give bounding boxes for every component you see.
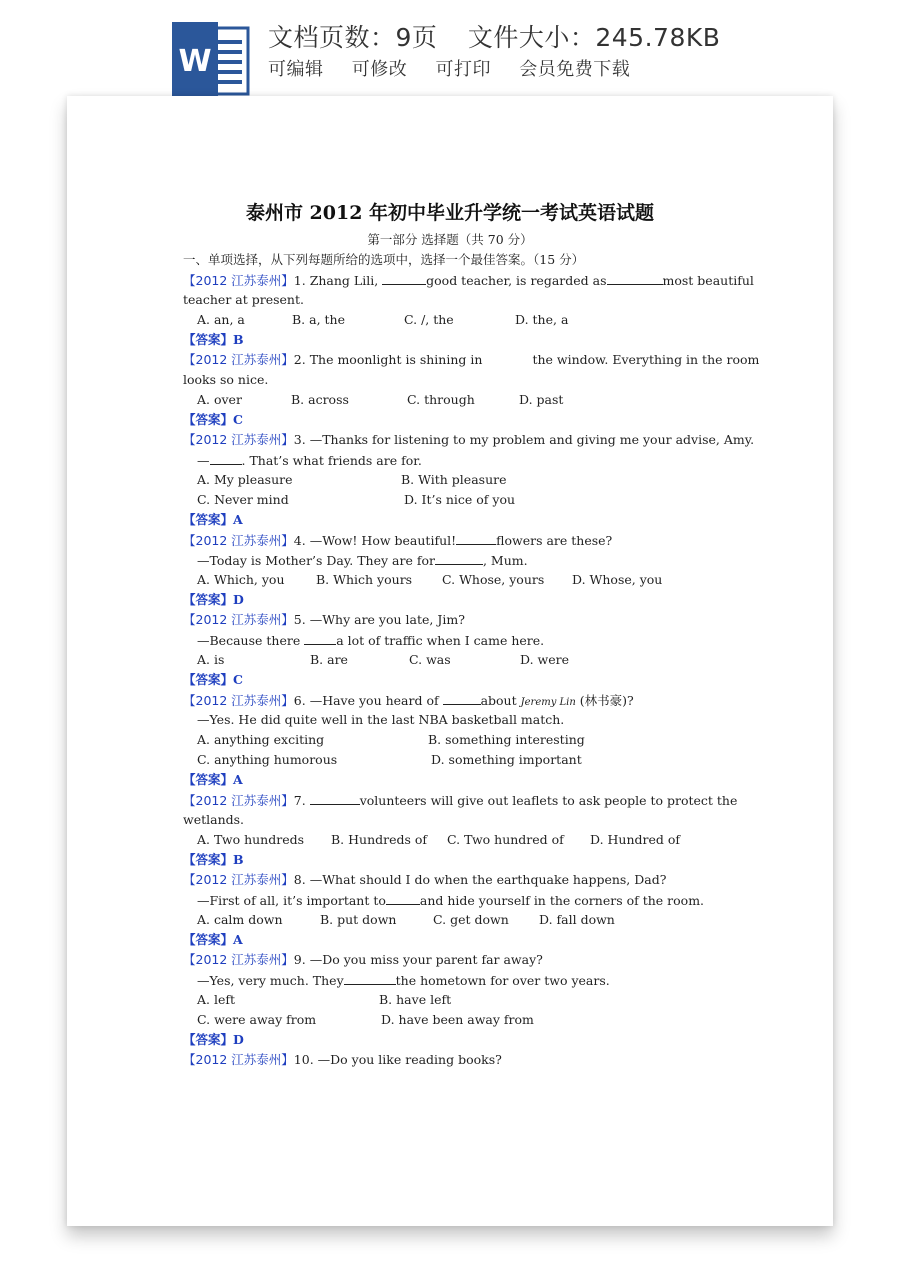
q1-option-c: C. /, the bbox=[404, 312, 454, 327]
q3-option-d: D. It’s nice of you bbox=[404, 492, 516, 507]
answer-tag: 【答案】 bbox=[183, 672, 234, 687]
answer-blank bbox=[456, 532, 496, 545]
q6-option-d: D. something important bbox=[431, 752, 582, 767]
answer-value: C bbox=[233, 672, 243, 687]
q9-option-c: C. were away from bbox=[197, 1012, 317, 1027]
answer-value: C bbox=[233, 412, 243, 427]
q1-text: good teacher, is regarded as bbox=[426, 273, 607, 288]
answer-tag: 【答案】 bbox=[183, 412, 234, 427]
feature-modifiable: 可修改 bbox=[351, 59, 408, 80]
source-tag: 【2012 江苏泰州】 bbox=[183, 352, 294, 367]
answer-tag: 【答案】 bbox=[183, 772, 234, 787]
question-5 bbox=[183, 612, 465, 628]
exam-title: 泰州市 2012 年初中毕业升学统一考试英语试题 bbox=[245, 202, 655, 224]
answer-value: B bbox=[233, 332, 244, 347]
q4-text: —Today is Mother’s Day. They are for bbox=[197, 553, 435, 568]
q7-option-d: D. Hundred of bbox=[590, 832, 681, 847]
question-4 bbox=[183, 532, 612, 549]
q6-text: 6. —Have you heard of bbox=[293, 693, 443, 708]
q2-text: 2. The moonlight is shining in bbox=[293, 352, 483, 367]
q10-text: 10. —Do you like reading books? bbox=[293, 1052, 502, 1067]
q3-text: . That’s what friends are for. bbox=[241, 453, 422, 468]
part-heading: 第一部分 选择题（共 70 分） bbox=[367, 232, 533, 247]
q8-text: —First of all, it’s important to bbox=[197, 893, 386, 908]
q6-option-b: B. something interesting bbox=[428, 732, 585, 747]
answer-blank bbox=[386, 892, 420, 905]
answer-value: D bbox=[233, 592, 244, 607]
feature-editable: 可编辑 bbox=[268, 59, 324, 80]
question-9 bbox=[183, 952, 543, 968]
q5-text: a lot of traffic when I came here. bbox=[336, 633, 545, 648]
question-7 bbox=[183, 792, 737, 809]
question-2 bbox=[183, 352, 759, 368]
answer-value: D bbox=[233, 1032, 244, 1047]
q6-text: about bbox=[480, 693, 521, 708]
feature-list bbox=[268, 55, 652, 81]
q7-option-c: C. Two hundred of bbox=[447, 832, 564, 847]
question-10 bbox=[183, 1052, 502, 1068]
source-tag: 【2012 江苏泰州】 bbox=[183, 872, 294, 887]
source-tag: 【2012 江苏泰州】 bbox=[183, 432, 294, 447]
q3-option-c: C. Never mind bbox=[197, 492, 289, 507]
q7-text: 7. bbox=[293, 793, 310, 808]
q5-text: —Because there bbox=[197, 633, 305, 648]
section-instruction: 一、单项选择，从下列每题所给的选项中，选择一个最佳答案。（15 分） bbox=[183, 252, 585, 267]
answer-value: A bbox=[233, 932, 243, 947]
question-5-cont bbox=[197, 632, 544, 649]
question-9-cont bbox=[197, 972, 610, 989]
question-7-cont: wetlands. bbox=[183, 812, 245, 827]
q8-option-d: D. fall down bbox=[539, 912, 615, 927]
svg-text:W: W bbox=[178, 44, 212, 79]
q9-option-a: A. left bbox=[197, 992, 236, 1007]
q9-text: the hometown for over two years. bbox=[395, 973, 610, 988]
feature-member-download: 会员免费下载 bbox=[519, 59, 631, 80]
question-6 bbox=[183, 692, 634, 711]
answer-tag: 【答案】 bbox=[183, 852, 234, 867]
q1-option-a: A. an, a bbox=[197, 312, 245, 327]
source-tag: 【2012 江苏泰州】 bbox=[183, 952, 294, 967]
q4-option-d: D. Whose, you bbox=[572, 572, 663, 587]
q8-answer bbox=[183, 932, 243, 948]
q8-text: and hide yourself in the corners of the room. bbox=[419, 893, 705, 908]
word-document-icon bbox=[172, 22, 252, 96]
q7-text: volunteers will give out leaflets to ask people to protect the bbox=[359, 793, 738, 808]
answer-blank bbox=[382, 272, 426, 285]
question-4-cont bbox=[197, 552, 528, 569]
q3-option-b: B. With pleasure bbox=[401, 472, 507, 487]
question-3 bbox=[183, 432, 754, 448]
answer-tag: 【答案】 bbox=[183, 592, 234, 607]
q5-option-b: B. are bbox=[310, 652, 348, 667]
q9-text: 9. —Do you miss your parent far away? bbox=[293, 952, 543, 967]
q9-answer bbox=[183, 1032, 244, 1048]
q4-text: , Mum. bbox=[482, 553, 528, 568]
answer-tag: 【答案】 bbox=[183, 1032, 234, 1047]
source-tag: 【2012 江苏泰州】 bbox=[183, 793, 294, 808]
document-info-header bbox=[0, 0, 900, 96]
q7-answer bbox=[183, 852, 244, 868]
question-6-cont: —Yes. He did quite well in the last NBA basketball match. bbox=[197, 712, 565, 727]
source-tag: 【2012 江苏泰州】 bbox=[183, 612, 294, 627]
answer-blank bbox=[435, 552, 483, 565]
answer-value: A bbox=[233, 512, 243, 527]
answer-value: A bbox=[233, 772, 243, 787]
q2-option-c: C. through bbox=[407, 392, 475, 407]
q4-answer bbox=[183, 592, 244, 608]
file-size-label: 文件大小：245.78KB bbox=[467, 23, 721, 52]
q2-option-b: B. across bbox=[291, 392, 349, 407]
q1-text: most beautiful bbox=[662, 273, 754, 288]
q4-option-b: B. Which yours bbox=[316, 572, 413, 587]
q4-text: flowers are these? bbox=[496, 533, 613, 548]
q4-option-a: A. Which, you bbox=[197, 572, 285, 587]
answer-blank bbox=[304, 632, 336, 645]
source-tag: 【2012 江苏泰州】 bbox=[183, 273, 294, 288]
q5-option-c: C. was bbox=[409, 652, 451, 667]
source-tag: 【2012 江苏泰州】 bbox=[183, 1052, 294, 1067]
q9-text: —Yes, very much. They bbox=[197, 973, 344, 988]
source-tag: 【2012 江苏泰州】 bbox=[183, 693, 294, 708]
q6-text: (林书豪)? bbox=[575, 693, 634, 708]
q7-option-a: A. Two hundreds bbox=[197, 832, 305, 847]
q1-option-b: B. a, the bbox=[292, 312, 346, 327]
answer-tag: 【答案】 bbox=[183, 932, 234, 947]
answer-blank bbox=[310, 792, 360, 805]
answer-blank bbox=[210, 452, 242, 465]
question-1-cont: teacher at present. bbox=[183, 292, 304, 307]
q3-text: — bbox=[197, 453, 210, 468]
question-3-cont bbox=[197, 452, 422, 469]
q8-option-c: C. get down bbox=[433, 912, 509, 927]
answer-blank bbox=[344, 972, 396, 985]
q5-answer bbox=[183, 672, 243, 688]
q8-option-a: A. calm down bbox=[197, 912, 283, 927]
answer-blank bbox=[443, 692, 481, 705]
q1-text: 1. Zhang Lili, bbox=[293, 273, 383, 288]
document-page bbox=[67, 96, 833, 1226]
q2-answer bbox=[183, 412, 243, 428]
q5-option-d: D. were bbox=[520, 652, 569, 667]
q8-option-b: B. put down bbox=[320, 912, 397, 927]
q3-option-a: A. My pleasure bbox=[197, 472, 293, 487]
q9-option-d: D. have been away from bbox=[381, 1012, 534, 1027]
q1-option-d: D. the, a bbox=[515, 312, 569, 327]
answer-blank bbox=[607, 272, 663, 285]
q4-option-c: C. Whose, yours bbox=[442, 572, 545, 587]
question-2-cont: looks so nice. bbox=[183, 372, 269, 387]
q7-option-b: B. Hundreds of bbox=[331, 832, 428, 847]
file-meta-line bbox=[268, 18, 742, 54]
q2-option-a: A. over bbox=[197, 392, 242, 407]
q8-text: 8. —What should I do when the earthquake happens, Dad? bbox=[293, 872, 667, 887]
q4-text: 4. —Wow! How beautiful! bbox=[293, 533, 457, 548]
answer-value: B bbox=[233, 852, 244, 867]
question-8 bbox=[183, 872, 666, 888]
q1-answer bbox=[183, 332, 244, 348]
q3-text: 3. —Thanks for listening to my problem and giving me your advise, Amy. bbox=[293, 432, 755, 447]
answer-tag: 【答案】 bbox=[183, 332, 234, 347]
feature-printable: 可打印 bbox=[435, 59, 491, 80]
q5-text: 5. —Why are you late, Jim? bbox=[293, 612, 465, 627]
q3-answer bbox=[183, 512, 243, 528]
q6-name: Jeremy Lin bbox=[520, 697, 576, 708]
question-1 bbox=[183, 272, 754, 289]
q6-answer bbox=[183, 772, 243, 788]
q2-option-d: D. past bbox=[519, 392, 564, 407]
q5-option-a: A. is bbox=[197, 652, 225, 667]
answer-tag: 【答案】 bbox=[183, 512, 234, 527]
source-tag: 【2012 江苏泰州】 bbox=[183, 533, 294, 548]
q2-text: the window. Everything in the room bbox=[532, 352, 760, 367]
q6-option-a: A. anything exciting bbox=[197, 732, 325, 747]
q9-option-b: B. have left bbox=[379, 992, 452, 1007]
q6-option-c: C. anything humorous bbox=[197, 752, 338, 767]
page-count-label: 文档页数：9页 bbox=[268, 23, 438, 52]
question-8-cont bbox=[197, 892, 704, 909]
